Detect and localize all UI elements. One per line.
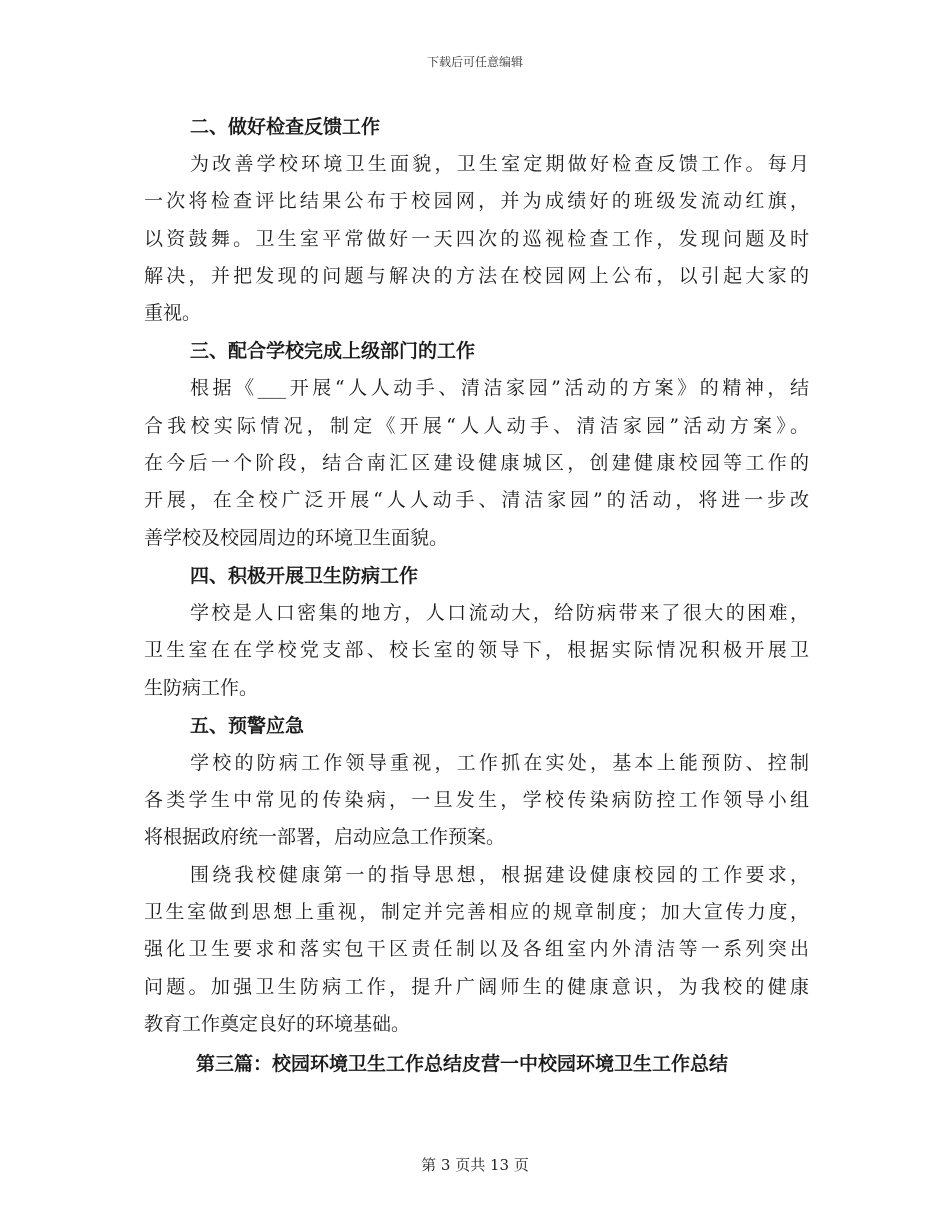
paragraph [144, 146, 809, 332]
paragraph-line: 开展，在全校广泛开展“人人动手、清洁家园”的活动，将进一步改 [144, 489, 809, 512]
paragraph-line: 学校是人口密集的地方，人口流动大，给防病带来了很大的困难， [190, 601, 809, 624]
paragraph-line: 卫生室做到思想上重视，制定并完善相应的规章制度；加大宣传力度， [144, 901, 809, 924]
part-title: 第三篇：校园环境卫生工作总结皮营一中校园环境卫生工作总结 [196, 1053, 729, 1076]
paragraph [144, 745, 809, 857]
paragraph [144, 857, 809, 1043]
paragraph-line: 卫生室在在学校党支部、校长室的领导下，根据实际情况积极开展卫 [144, 639, 809, 662]
paragraph-line: 重视。 [144, 302, 202, 325]
paragraph-line: 善学校及校园周边的环境卫生面貌。 [144, 526, 449, 549]
paragraph-line: 解决，并把发现的问题与解决的方法在校园网上公布，以引起大家的 [144, 264, 809, 287]
paragraph [144, 370, 809, 556]
document-body [144, 108, 809, 1083]
header-note: 下载后可任意编辑 [426, 55, 523, 69]
paragraph-line: 各类学生中常见的传染病，一旦发生，学校传染病防控工作领导小组 [144, 789, 809, 812]
paragraph-line: 教育工作奠定良好的环境基础。 [144, 1012, 411, 1035]
paragraph-line: 根据《___开展“人人动手、清洁家园”活动的方案》的精神，结 [190, 377, 809, 400]
paragraph-line: 以资鼓舞。卫生室平常做好一天四次的巡视检查工作，发现问题及时 [144, 227, 809, 250]
paragraph-line: 一次将检查评比结果公布于校园网，并为成绩好的班级发流动红旗， [144, 190, 809, 213]
paragraph-line: 将根据政府统一部署，启动应急工作预案。 [144, 826, 506, 849]
page-number: 第 3 页共 13 页 [421, 1156, 529, 1174]
paragraph-line: 在今后一个阶段，结合南汇区建设健康城区，创建健康校园等工作的 [144, 452, 809, 475]
section-heading: 二、做好检查反馈工作 [190, 116, 381, 138]
paragraph-line: 问题。加强卫生防病工作，提升广阔师生的健康意识，为我校的健康 [144, 975, 809, 998]
paragraph-line: 学校的防病工作领导重视，工作抓在实处，基本上能预防、控制 [190, 751, 809, 774]
section-heading: 五、预警应急 [190, 714, 305, 737]
paragraph-line: 合我校实际情况，制定《开展“人人动手、清洁家园”活动方案》。 [144, 414, 809, 437]
paragraph-line: 围绕我校健康第一的指导思想，根据建设健康校园的工作要求， [190, 863, 809, 886]
paragraph-line: 生防病工作。 [144, 676, 259, 699]
paragraph-line: 为改善学校环境卫生面貌，卫生室定期做好检查反馈工作。每月 [190, 153, 809, 175]
section-heading: 三、配合学校完成上级部门的工作 [190, 340, 476, 363]
paragraph [144, 595, 809, 707]
section-heading: 四、积极开展卫生防病工作 [190, 564, 419, 587]
paragraph-line: 强化卫生要求和落实包干区责任制以及各组室内外清洁等一系列突出 [144, 938, 809, 961]
